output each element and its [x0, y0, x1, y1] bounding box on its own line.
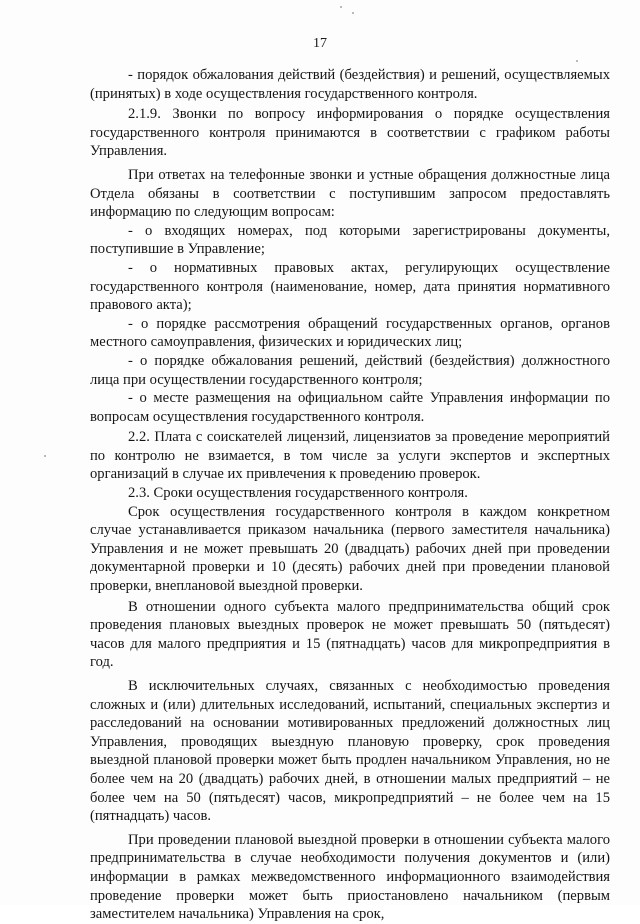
scan-speck: [340, 6, 342, 8]
paragraph-2-1-9: 2.1.9. Звонки по вопросу информирования о порядке осуществления государственного контроля принимаются в соответствии с графиком работы Управления.: [90, 106, 610, 160]
document-body: [90, 66, 610, 924]
page-number: 17: [313, 36, 327, 51]
scan-speck: [352, 12, 354, 14]
list-item-incoming-numbers: - о входящих номерах, под которыми зарегистрированы документы, поступившие в Управление;: [90, 222, 610, 258]
paragraph-2-2: 2.2. Плата с соискателей лицензий, лицензиатов за проведение мероприятий по контролю не взимается, в том числе за услуги экспертов и экспертных организаций в случае их привлечения к проведению проверок.: [90, 429, 610, 483]
scan-speck: [44, 455, 46, 457]
list-item-appeal-decisions: - о порядке обжалования решений, действий (бездействия) должностного лица при осуществлении государственного контроля;: [90, 352, 610, 388]
list-item-normative-acts: - о нормативных правовых актах, регулирующих осуществление государственного контроля (наименование, номер, дата принятия нормативного правового акта);: [90, 259, 610, 314]
paragraph-phone-answers: При ответах на телефонные звонки и устные обращения должностные лица Отдела обязаны в соответствии с поступившим запросом предоставлять информацию по следующим вопросам:: [90, 166, 610, 221]
paragraph-control-term: Срок осуществления государственного контроля в каждом конкретном случае устанавливается приказом начальника (первого заместителя начальника) Управления и не может превышать 20 (двадцать) рабочих дней при проведении документарной проверки и 10 (десять) рабочих дней при проведении плановой проверки, внеплановой выездной проверки.: [90, 503, 610, 595]
paragraph-suspension: При проведении плановой выездной проверки в отношении субъекта малого предпринимательства в случае необходимости получения документов и (или) информации в рамках межведомственного информационного взаимодействия проведение проверки может быть приостановлено начальником (первым заместителем начальника) Управления на срок,: [90, 831, 610, 923]
paragraph-exceptional-cases: В исключительных случаях, связанных с необходимостью проведения сложных и (или) длительных исследований, испытаний, специальных экспертиз и расследований на основании мотивированных предложений должностных лиц Управления, проводящих выездную плановую проверку, срок проведения выездной плановой проверки может быть продлен начальником Управления, но не более чем на 20 (двадцать) рабочих дней, в отношении малых предприятий – не более чем на 50 (пятьдесят) часов, микропредприятий – не более чем на 15 (пятнадцать) часов.: [90, 678, 610, 825]
list-item-website-info: - о месте размещения на официальном сайте Управления информации по вопросам осуществления государственного контроля.: [90, 390, 610, 425]
list-item-review-procedure: - о порядке рассмотрения обращений государственных органов, органов местного самоуправления, физических и юридических лиц;: [90, 315, 610, 351]
paragraph-small-business-term: В отношении одного субъекта малого предпринимательства общий срок проведения плановых выездных проверок не может превышать 50 (пятьдесят) часов для малого предприятия и 15 (пятнадцать) часов для микропредприятия в год.: [90, 598, 610, 671]
paragraph-appeal-procedure: - порядок обжалования действий (бездействия) и решений, осуществляемых (принятых) в ходе осуществления государственного контроля.: [90, 67, 610, 102]
scan-speck: [576, 60, 578, 62]
heading-2-3: 2.3. Сроки осуществления государственного контроля.: [128, 485, 468, 502]
